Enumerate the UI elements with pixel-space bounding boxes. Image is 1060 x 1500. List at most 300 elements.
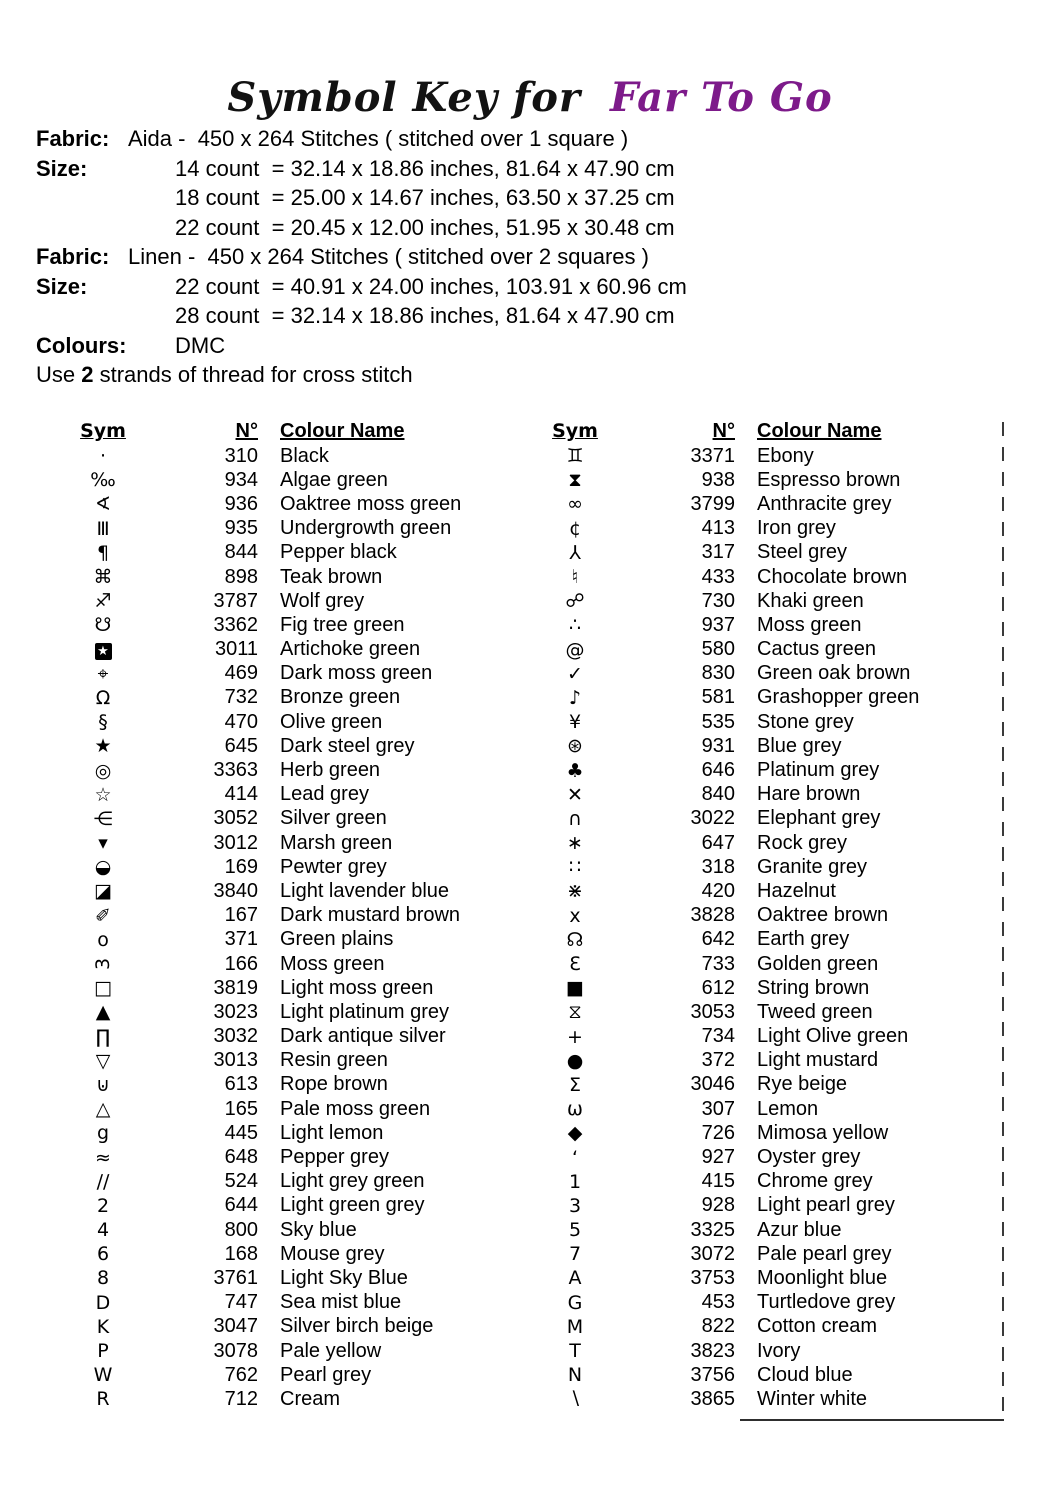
colour-name: Lead grey [280,783,369,806]
dmc-number: 524 [224,1170,258,1193]
stitch-symbol: § [98,711,108,734]
dmc-number: 898 [224,565,258,588]
key-row [76,1145,461,1169]
dmc-number: 3828 [690,904,735,927]
dmc-number: 414 [224,783,258,806]
colour-name: Mimosa yellow [757,1121,889,1144]
key-row [76,758,461,782]
stitch-symbol: ♊ [566,445,584,468]
stitch-symbol: 1 [568,1170,582,1193]
key-row [548,1387,919,1411]
colour-name: Ivory [757,1339,801,1362]
key-row [548,758,919,782]
key-row [76,1315,461,1339]
dmc-number: 3753 [690,1266,735,1289]
key-row [76,638,461,662]
colour-name: Wolf grey [280,589,365,612]
key-row [76,541,461,565]
dmc-number: 3052 [213,807,258,830]
key-row [548,613,919,637]
dmc-number: 310 [224,444,258,467]
stitch-symbol: ∢ [95,493,111,516]
key-header-row [76,418,461,444]
colour-name: Light platinum grey [280,1000,449,1023]
colour-name: Rock grey [757,831,848,854]
dmc-number: 3787 [213,589,258,612]
key-row [76,904,461,928]
dmc-number: 3761 [213,1266,258,1289]
dmc-number: 3756 [690,1363,735,1386]
key-row [548,855,919,879]
dmc-number: 453 [701,1291,735,1314]
stitch-symbol: ⌖ [97,662,109,685]
table-bottom-border [740,1419,1004,1421]
stitch-symbol: ♮ [571,566,579,589]
stitch-symbol: 7 [568,1243,582,1266]
key-row [76,928,461,952]
colour-name: Green oak brown [757,662,911,685]
stitch-symbol: ✕ [567,783,583,806]
dmc-number: 800 [224,1218,258,1241]
dmc-number: 3362 [213,613,258,636]
info-row [36,124,687,154]
dmc-number: 415 [701,1170,735,1193]
stitch-symbol: ∖ [568,1388,582,1411]
colour-name: Silver birch beige [280,1315,434,1338]
colour-name: Sky blue [280,1218,357,1241]
stitch-symbol: ♪ [568,686,582,709]
colour-name: Oaktree brown [757,904,889,927]
dmc-number: 3799 [690,492,735,515]
dmc-number: 168 [224,1242,258,1265]
stitch-symbol: @ [565,638,585,661]
key-row [76,1291,461,1315]
key-row [76,565,461,589]
stitch-symbol: ⅄ [569,541,581,564]
colour-name: Undergrowth green [280,517,452,540]
stitch-symbol: ☊ [566,928,584,951]
note-strand-count: 2 [81,362,94,387]
note-prefix: Use [36,362,82,387]
dmc-number: 433 [701,565,735,588]
key-row [76,468,461,492]
info-value: 28 count = 32.14 x 18.86 inches, 81.64 x 47.90 cm [175,303,675,328]
dmc-number: 165 [224,1097,258,1120]
symbol-key-table-left [76,418,461,1412]
colour-name: Dark moss green [280,662,433,685]
stitch-symbol: ▲ [95,1001,111,1024]
info-row [36,272,687,302]
dmc-number: 3865 [690,1387,735,1410]
info-label: Size: [36,273,88,299]
stitch-symbol: ★ [76,640,130,660]
dmc-number: 580 [701,638,735,661]
key-row [76,1097,461,1121]
dmc-number: 3371 [690,444,735,467]
key-row [76,879,461,903]
stitch-symbol: x [569,904,581,927]
key-row [76,444,461,468]
stitch-symbol: G [567,1291,583,1314]
dmc-number: 937 [701,613,735,636]
key-row [76,807,461,831]
info-label: Fabric: [36,244,110,269]
dmc-number: 726 [701,1121,735,1144]
colour-name: Stone grey [757,710,854,733]
stitch-symbol: ∷ [568,856,582,879]
colour-name: Granite grey [757,855,868,878]
colour-name: Pepper grey [280,1146,389,1169]
stitch-symbol: ▽ [95,1049,111,1072]
stitch-symbol: △ [95,1098,111,1121]
dmc-number: 830 [701,662,735,685]
dmc-number: 646 [701,759,735,782]
key-row [548,589,919,613]
colour-name: Dark steel grey [280,734,415,757]
colour-name: Teak brown [280,565,383,588]
stitch-symbol: ∴ [568,614,582,637]
dmc-number: 648 [224,1146,258,1169]
dmc-number: 934 [224,468,258,491]
dmc-number: 928 [701,1194,735,1217]
dmc-number: 469 [224,662,258,685]
info-label: Size: [36,155,88,181]
stitch-symbol: ¢ [568,517,582,540]
dmc-number: 3012 [213,831,258,854]
dmc-number: 445 [224,1121,258,1144]
stitch-symbol: ♣ [566,759,584,782]
key-row [548,444,919,468]
colour-name: Espresso brown [757,468,901,491]
dmc-number: 3078 [213,1339,258,1362]
colour-name: Iron grey [757,517,836,540]
stitch-symbol: Ⅲ [96,517,110,540]
key-row [548,686,919,710]
dmc-number: 3011 [214,638,258,661]
colour-name: Moonlight blue [757,1266,888,1289]
colour-name: Resin green [280,1049,388,1072]
colour-name: Green plains [280,928,394,951]
dmc-number: 3363 [213,759,258,782]
key-row [76,686,461,710]
dmc-number: 318 [701,855,735,878]
key-row [548,952,919,976]
colour-name: Pale moss green [280,1097,431,1120]
key-row [548,1000,919,1024]
colour-name: Cloud blue [757,1363,853,1386]
colour-name: Sea mist blue [280,1291,402,1314]
dmc-number: 420 [701,879,735,902]
colour-name: Light moss green [280,976,434,999]
colour-name: Blue grey [757,734,842,757]
key-row [548,831,919,855]
colour-name: Cotton cream [757,1315,878,1338]
key-row [76,662,461,686]
page-title [0,74,1060,121]
key-row [76,734,461,758]
dmc-number: 733 [701,952,735,975]
info-row [36,183,687,213]
dmc-number: 612 [701,976,735,999]
key-row [548,492,919,516]
colour-name: Moss green [757,613,862,636]
dmc-number: 413 [701,517,735,540]
key-row [548,1049,919,1073]
info-value: 18 count = 25.00 x 14.67 inches, 63.50 x 37.25 cm [175,185,675,210]
dmc-number: 167 [224,904,258,927]
stitch-symbol: 3 [92,957,114,971]
key-row [76,1266,461,1290]
colour-name: Herb green [280,759,381,782]
key-row [548,928,919,952]
colour-name: Light grey green [280,1170,425,1193]
info-label: Fabric: [36,126,110,151]
stitch-symbol: ⊛ [567,735,583,758]
dmc-number: 730 [701,589,735,612]
stitch-symbol: ω [567,1098,583,1121]
dmc-number: 3072 [690,1242,735,1265]
colour-name: Moss green [280,952,385,975]
dmc-number: 3053 [690,1000,735,1023]
colour-name: Algae green [280,468,388,491]
dmc-number: 3032 [213,1025,258,1048]
colour-name: Pale yellow [280,1339,382,1362]
stitch-symbol: ● [566,1049,584,1072]
dmc-number: 3325 [690,1218,735,1241]
key-row [548,541,919,565]
dmc-number: 647 [701,831,735,854]
stitch-symbol: A [568,1267,582,1290]
key-row [76,783,461,807]
stitch-symbol: Ɛ [569,953,581,976]
stitch-symbol: ¥ [568,711,582,734]
key-row [548,1266,919,1290]
dmc-number: 935 [224,517,258,540]
stitch-symbol: ☋ [94,614,112,637]
symbol-key-table-right [548,418,919,1412]
title-pattern-name: Far To Go [609,74,833,121]
stitch-symbol: ◒ [94,856,112,879]
colour-name-column-header: Colour Name [280,419,405,442]
dmc-number: 3046 [690,1073,735,1096]
colour-name: Olive green [280,710,383,733]
stitch-symbol: ⧗ [568,469,582,492]
key-row [548,1218,919,1242]
info-label: Colours: [36,332,127,358]
key-row [548,879,919,903]
stitch-symbol: ⌘ [93,566,113,589]
info-label [36,183,128,213]
key-row [548,976,919,1000]
table-right-border [1002,422,1004,1421]
colour-name: Platinum grey [757,759,880,782]
colour-name: Light Olive green [757,1025,909,1048]
key-row [548,1194,919,1218]
key-row [76,1000,461,1024]
colour-name-column-header: Colour Name [757,419,882,442]
colour-name: Elephant grey [757,807,881,830]
colour-name: Oyster grey [757,1146,861,1169]
info-value: 22 count = 20.45 x 12.00 inches, 51.95 x 30.48 cm [175,214,675,240]
colour-name: Bronze green [280,686,401,709]
stitch-symbol: Σ [568,1073,581,1096]
key-row [548,783,919,807]
colour-name: Fig tree green [280,613,405,636]
info-value: 14 count = 32.14 x 18.86 inches, 81.64 x 47.90 cm [175,155,675,181]
colour-name: Dark antique silver [280,1025,446,1048]
colour-name: Rye beige [757,1073,848,1096]
dmc-number: 844 [224,541,258,564]
key-row [76,1049,461,1073]
stitch-symbol: g [96,1122,110,1145]
stitch-symbol: ⋲ [93,807,113,830]
dmc-number: 712 [224,1387,258,1410]
stitch-symbol: R [96,1388,110,1411]
stitch-symbol: ⋇ [567,880,583,903]
key-row [548,807,919,831]
key-row [76,517,461,541]
stitch-symbol: ★ [94,735,112,758]
dmc-number: 732 [224,686,258,709]
note-suffix: strands of thread for cross stitch [93,362,413,387]
colour-name: Marsh green [280,831,393,854]
dmc-number: 307 [701,1097,735,1120]
info-row [36,242,687,272]
stitch-symbol: W [93,1364,113,1387]
key-row [548,904,919,928]
stitch-symbol: ‘ [571,1146,579,1169]
colour-name: Light lemon [280,1121,384,1144]
dmc-number: 317 [701,541,735,564]
stitch-symbol: ∩ [568,807,582,830]
colour-name: Black [280,444,329,467]
colour-name: Pewter grey [280,855,387,878]
title-prefix: Symbol Key for [227,74,581,121]
stitch-symbol: ◪ [94,880,112,903]
colour-name: Artichoke green [280,638,421,661]
key-row [548,1025,919,1049]
dmc-number: 613 [224,1073,258,1096]
stitch-symbol: ✐ [95,904,111,927]
key-row [548,468,919,492]
number-column-header: N° [712,419,735,442]
dmc-number: 645 [224,734,258,757]
colour-name: Hazelnut [757,879,836,902]
key-row [548,1315,919,1339]
dmc-number: 931 [701,734,735,757]
stitch-symbol: ☆ [94,783,112,806]
key-row [76,976,461,1000]
stitch-symbol: ∞ [567,493,583,516]
key-row [548,1242,919,1266]
dmc-number: 470 [224,710,258,733]
key-row [76,1194,461,1218]
colour-name: Light Sky Blue [280,1266,408,1289]
key-row [76,1025,461,1049]
stitch-symbol: N [567,1364,583,1387]
info-row [36,213,687,243]
stitch-symbol: 2 [96,1194,110,1217]
colour-name: Rope brown [280,1073,388,1096]
stitch-symbol: ∕∕ [96,1170,110,1193]
key-row [548,1170,919,1194]
dmc-number: 3823 [690,1339,735,1362]
stitch-symbol: K [96,1315,110,1338]
stitch-symbol: ☍ [565,590,585,613]
key-row [76,855,461,879]
dmc-number: 166 [224,952,258,975]
stitch-symbol: 8 [96,1267,110,1290]
dmc-number: 3023 [213,1000,258,1023]
colour-name: Cream [280,1387,341,1410]
colour-name: Pepper black [280,541,397,564]
info-row [36,331,687,361]
key-row [76,1218,461,1242]
strands-note [36,362,413,388]
info-value: Aida - 450 x 264 Stitches ( stitched over 1 square ) [128,126,629,151]
colour-name: Chocolate brown [757,565,908,588]
stitch-symbol: ■ [566,977,584,1000]
dmc-number: 927 [701,1146,735,1169]
stitch-symbol: 4 [96,1219,110,1242]
colour-name: Lemon [757,1097,819,1120]
key-row [548,734,919,758]
colour-name: Tweed green [757,1000,873,1023]
colour-name: Mouse grey [280,1242,385,1265]
colour-name: Light lavender blue [280,879,450,902]
dmc-number: 3840 [213,879,258,902]
colour-name: Golden green [757,952,879,975]
key-row [548,1073,919,1097]
dmc-number: 644 [224,1194,258,1217]
key-row [548,1291,919,1315]
stitch-symbol: ‰ [90,469,116,492]
key-row [548,1145,919,1169]
stitch-symbol: ∏ [95,1025,111,1048]
stitch-symbol: 6 [96,1243,110,1266]
key-row [76,1170,461,1194]
colour-name: Ebony [757,444,814,467]
key-row [76,492,461,516]
colour-name: Pale pearl grey [757,1242,892,1265]
dmc-number: 3022 [690,807,735,830]
stitch-symbol: ⊍ [96,1073,110,1096]
key-row [76,613,461,637]
key-row [76,1339,461,1363]
key-row [548,638,919,662]
stitch-symbol: Ω [95,686,111,709]
dmc-number: 822 [701,1315,735,1338]
sym-column-header: Sym [552,420,598,442]
stitch-symbol: □ [94,977,112,1000]
dmc-number: 535 [701,710,735,733]
key-row [548,710,919,734]
stitch-symbol: ♐ [94,590,112,613]
colour-name: Steel grey [757,541,848,564]
stitch-symbol: o [97,928,109,951]
key-row [548,565,919,589]
dmc-number: 734 [701,1025,735,1048]
colour-name: Grashopper green [757,686,920,709]
info-value: Linen - 450 x 264 Stitches ( stitched over 2 squares ) [128,244,649,269]
key-row [548,1121,919,1145]
colour-name: Light mustard [757,1049,879,1072]
dmc-number: 3819 [213,976,258,999]
dmc-number: 840 [701,783,735,806]
number-column-header: N° [235,419,258,442]
key-row [76,1387,461,1411]
key-row [548,1097,919,1121]
